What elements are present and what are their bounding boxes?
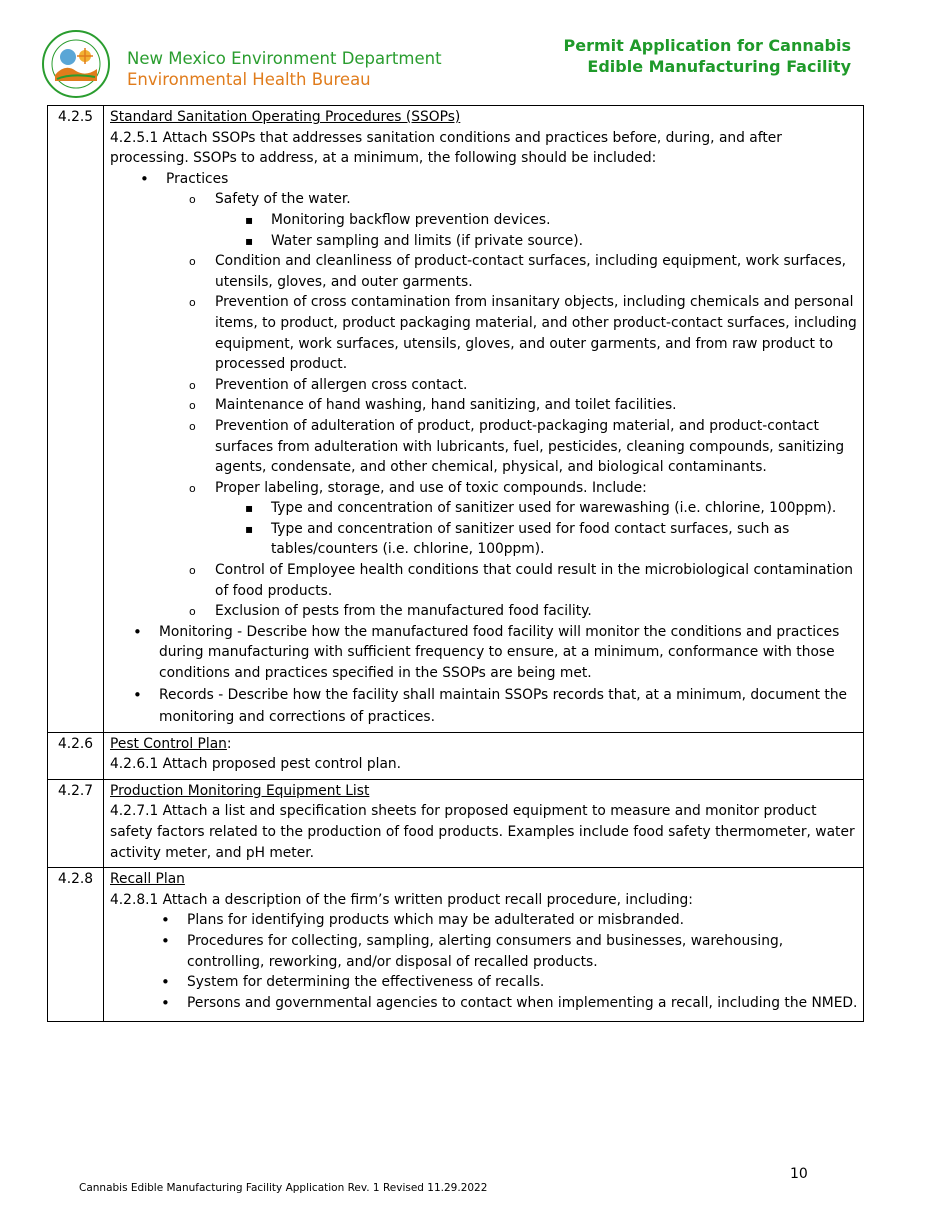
section-heading: Recall Plan	[110, 871, 185, 888]
practices-sublist	[110, 189, 859, 621]
list-item	[110, 684, 859, 728]
list-item-text: Procedures for collecting, sampling, alerting consumers and businesses, warehousing, controlling, reworking, and/or disposal of recalled products.	[187, 932, 784, 970]
section-heading-suffix: :	[226, 735, 232, 752]
document-title-line-2: Edible Manufacturing Facility	[587, 57, 851, 76]
section-text: 4.2.7.1 Attach a list and specification sheets for proposed equipment to measure and monitor product safety factors related to the production of food products. Examples include food safety thermometer, water activity meter, and pH meter.	[110, 803, 855, 861]
recall-list	[110, 910, 859, 1013]
practices-list	[110, 169, 859, 622]
list-item-text: Control of Employee health conditions that could result in the microbiological contamination of food products.	[215, 562, 854, 599]
section-heading-line	[110, 734, 859, 755]
list-item	[110, 622, 859, 684]
toxic-sublist	[110, 498, 859, 560]
list-item	[110, 189, 859, 251]
list-item	[110, 169, 859, 622]
practices-label: Practices	[166, 170, 229, 187]
section-number: 4.2.5	[48, 106, 104, 733]
list-item-text: Type and concentration of sanitizer used for food contact surfaces, such as tables/counters (i.e. chlorine, 100ppm).	[271, 520, 790, 558]
list-item	[110, 375, 859, 396]
list-item-text: Exclusion of pests from the manufactured food facility.	[215, 603, 592, 620]
page-number: 10	[790, 1166, 808, 1182]
water-sublist	[110, 210, 859, 251]
requirements-table	[47, 105, 864, 1022]
table-row	[48, 732, 864, 779]
section-number: 4.2.7	[48, 779, 104, 867]
list-item	[110, 395, 859, 416]
list-item-text: System for determining the effectiveness of recalls.	[187, 974, 545, 991]
section-text: 4.2.8.1 Attach a description of the firm’s written product recall procedure, including:	[110, 891, 693, 908]
list-item-text: Safety of the water.	[215, 191, 351, 208]
department-name	[127, 48, 442, 90]
footer-text: Cannabis Edible Manufacturing Facility Application Rev. 1 Revised 11.29.2022	[79, 1182, 488, 1194]
section-heading: Production Monitoring Equipment List	[110, 782, 370, 799]
list-item	[110, 931, 859, 972]
list-item	[110, 993, 859, 1014]
monitoring-records-list	[110, 622, 859, 728]
section-body	[104, 106, 864, 733]
list-item	[110, 210, 859, 231]
document-title	[564, 35, 851, 77]
list-item-text: Type and concentration of sanitizer used for warewashing (i.e. chlorine, 100ppm).	[271, 500, 837, 517]
department-line-2: Environmental Health Bureau	[127, 70, 371, 89]
list-item-text: Prevention of allergen cross contact.	[215, 376, 468, 393]
section-body	[104, 779, 864, 867]
document-title-line-1: Permit Application for Cannabis	[563, 36, 851, 55]
section-body	[104, 732, 864, 779]
list-item-text: Prevention of adulteration of product, product-packaging material, and product-contact surfaces from adulteration with lubricants, fuel, pesticides, cleaning compounds, sanitizing agents, condensate, and other chemical, physical, and biological contaminants.	[215, 417, 845, 476]
list-item	[110, 416, 859, 478]
list-item-text: Maintenance of hand washing, hand sanitizing, and toilet facilities.	[215, 397, 677, 414]
list-item-text: Persons and governmental agencies to contact when implementing a recall, including the NMED.	[187, 994, 858, 1011]
section-number: 4.2.8	[48, 868, 104, 1022]
monitoring-text: Monitoring - Describe how the manufactured food facility will monitor the conditions and practices during manufacturing with sufficient frequency to ensure, at a minimum, conformance with those conditions and practices specified in the SSOPs are being met.	[159, 623, 840, 682]
records-text: Records - Describe how the facility shall maintain SSOPs records that, at a minimum, document the monitoring and corrections of practices.	[159, 686, 848, 725]
list-item-text: Proper labeling, storage, and use of toxic compounds. Include:	[215, 479, 647, 496]
list-item	[110, 231, 859, 252]
list-item	[110, 519, 859, 560]
section-heading: Pest Control Plan	[110, 735, 227, 752]
list-item	[110, 910, 859, 931]
department-line-1: New Mexico Environment Department	[127, 49, 442, 68]
list-item	[110, 601, 859, 622]
section-text: 4.2.6.1 Attach proposed pest control plan.	[110, 756, 402, 773]
list-item-text: Water sampling and limits (if private source).	[271, 232, 584, 249]
list-item-text: Condition and cleanliness of product-contact surfaces, including equipment, work surfaces, utensils, gloves, and outer garments.	[215, 253, 847, 290]
list-item-text: Plans for identifying products which may be adulterated or misbranded.	[187, 912, 684, 929]
list-item	[110, 251, 859, 292]
nmed-seal-logo	[41, 29, 111, 99]
list-item-text: Monitoring backflow prevention devices.	[271, 211, 551, 228]
table-row	[48, 779, 864, 867]
table-row	[48, 868, 864, 1022]
section-body	[104, 868, 864, 1022]
list-item	[110, 292, 859, 374]
list-item	[110, 972, 859, 993]
list-item	[110, 560, 859, 601]
list-item-text: Prevention of cross contamination from insanitary objects, including chemicals and personal items, to product, product packaging material, and other product-contact surfaces, including equipment, work surfaces, utensils, gloves, and outer garments, and from raw product to processed product.	[215, 294, 857, 373]
table-row	[48, 106, 864, 733]
section-heading: Standard Sanitation Operating Procedures (SSOPs)	[110, 109, 461, 125]
list-item	[110, 478, 859, 560]
section-intro: 4.2.5.1 Attach SSOPs that addresses sanitation conditions and practices before, during, and after processing. SSOPs to address, at a minimum, the following should be included:	[110, 129, 782, 167]
list-item	[110, 498, 859, 519]
section-number: 4.2.6	[48, 732, 104, 779]
